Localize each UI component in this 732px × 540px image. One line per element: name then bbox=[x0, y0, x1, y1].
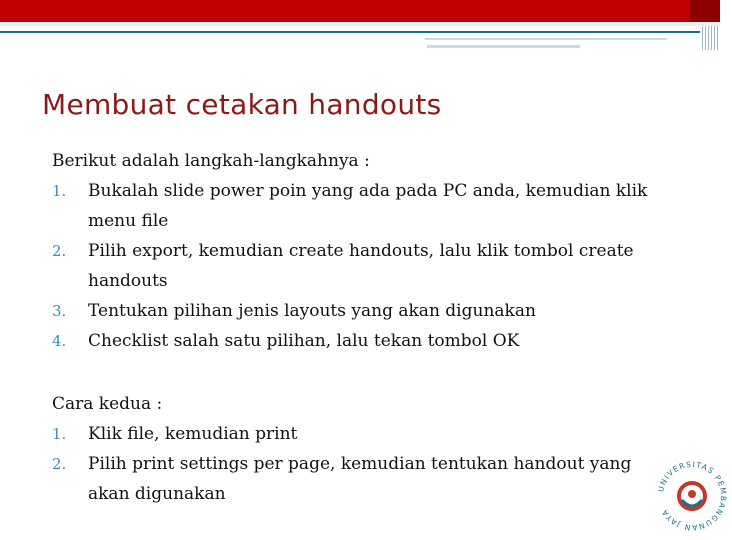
list-item-text: Bukalah slide power poin yang ada pada PC anda, kemudian klik menu file bbox=[88, 181, 648, 231]
list-item bbox=[52, 449, 652, 509]
list-item bbox=[52, 326, 652, 356]
steps-list bbox=[52, 176, 652, 356]
list-item bbox=[52, 176, 652, 236]
slide-title: Membuat cetakan handouts bbox=[42, 88, 442, 121]
list-item-text: Pilih print settings per page, kemudian tentukan handout yang akan digunakan bbox=[88, 454, 632, 504]
list-number: 4. bbox=[52, 332, 67, 350]
header-rule bbox=[0, 31, 720, 33]
list-number: 1. bbox=[52, 425, 67, 443]
list-item-text: Klik file, kemudian print bbox=[88, 424, 298, 444]
list-number: 2. bbox=[52, 455, 67, 473]
header-rule-tertiary bbox=[427, 45, 580, 48]
header-shadow bbox=[0, 22, 720, 26]
list-item bbox=[52, 419, 652, 449]
list-item-text: Checklist salah satu pilihan, lalu tekan tombol OK bbox=[88, 331, 520, 351]
list-number: 2. bbox=[52, 242, 67, 260]
second-heading: Cara kedua : bbox=[52, 394, 163, 414]
list-item bbox=[52, 296, 652, 326]
list-number: 3. bbox=[52, 302, 67, 320]
list-item-text: Pilih export, kemudian create handouts, lalu klik tombol create handouts bbox=[88, 241, 634, 291]
header-pattern bbox=[700, 26, 720, 50]
university-seal-icon bbox=[652, 456, 732, 536]
second-steps-list bbox=[52, 419, 652, 509]
header-band bbox=[0, 0, 720, 22]
intro-text: Berikut adalah langkah-langkahnya : bbox=[52, 151, 370, 171]
slide-body bbox=[52, 146, 652, 509]
header-rule-secondary bbox=[425, 38, 667, 40]
list-number: 1. bbox=[52, 182, 67, 200]
list-item bbox=[52, 236, 652, 296]
svg-text:UNIVERSITAS PEMBANGUNAN JAYA: UNIVERSITAS PEMBANGUNAN JAYA bbox=[656, 459, 729, 533]
header-band-accent bbox=[690, 0, 720, 22]
list-item-text: Tentukan pilihan jenis layouts yang akan digunakan bbox=[88, 301, 536, 321]
section-gap bbox=[52, 356, 652, 389]
